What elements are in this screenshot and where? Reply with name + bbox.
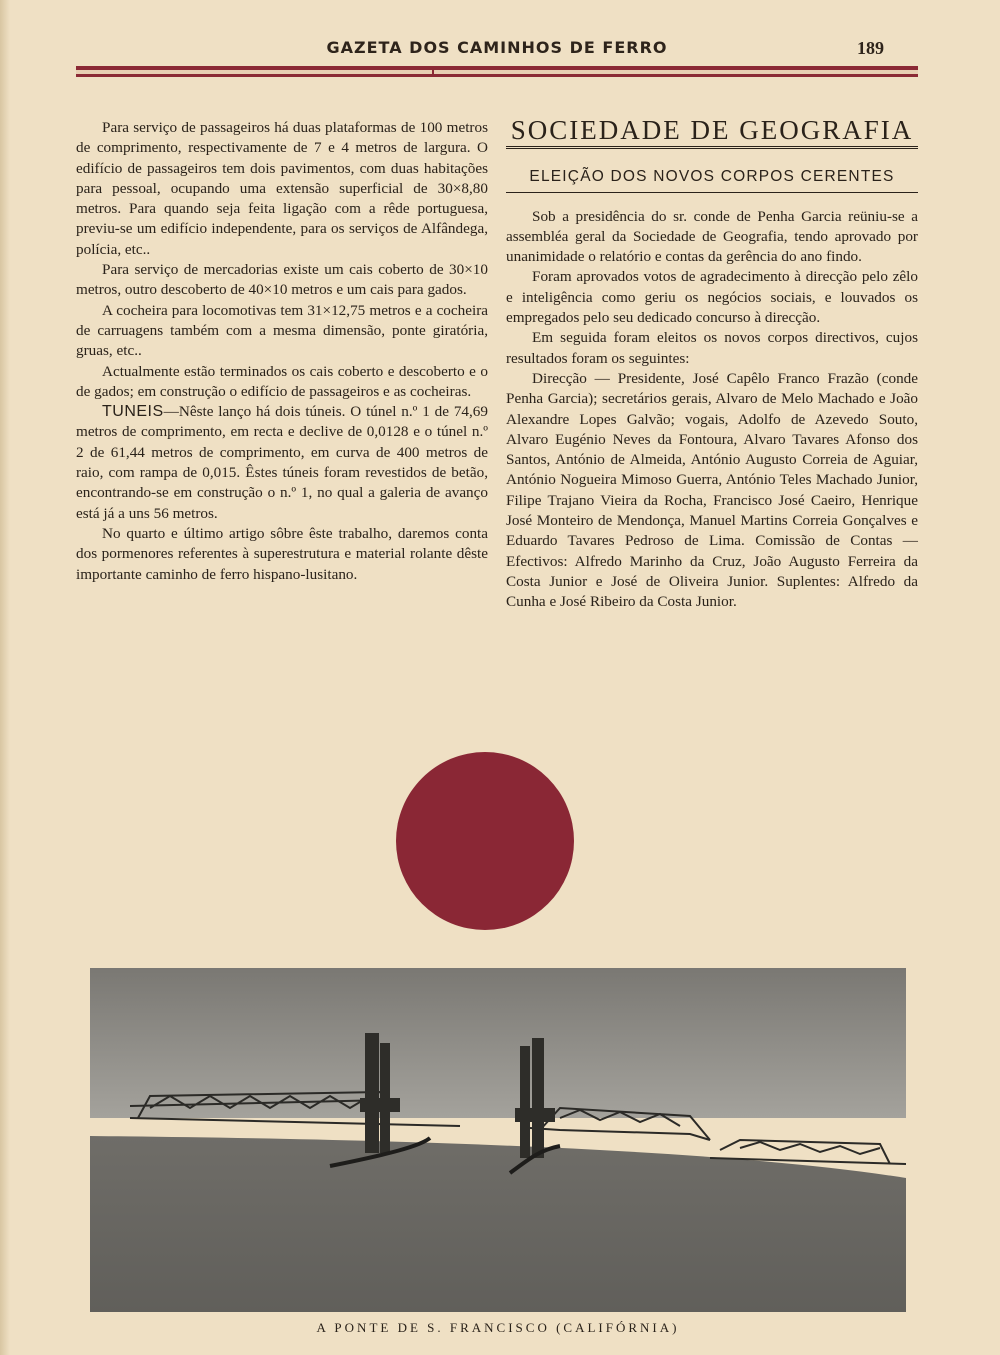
page-edge-shadow	[0, 0, 10, 1355]
paragraph: Sob a presidência do sr. conde de Penha Garcia reüniu-se a assembléa geral da Sociedade de Geografia, tendo aprovado por unanimidade o relatório e contas da gerência do ano findo.	[506, 207, 918, 266]
paragraph: A cocheira para locomotivas tem 31×12,75 metros e a cocheira de carruagens também com a mesma dimensão, ponte giratória, gruas, etc..	[76, 301, 488, 360]
paragraph: Direcção — Presidente, José Capêlo Franco Frazão (conde Penha Garcia); secretários gerais, Alvaro de Melo Machado e João Alexandre Lopes Galvão; vogais, Adolfo de Azevedo Souto, Alvaro Eugénio Neves da Fontoura, Alvaro Tavares Afonso dos Santos, António de Almeida, António Augusto Correia de Aguiar, António Nogueira Mimoso Guerra, António Teles Machado Junior, Filipe Trajano Vieira da Rocha, Francisco José Caeiro, Henrique José Monteiro de Mendonça, Manuel Martins Correia Gonçalves e Eduardo Tavares Pedroso de Lima. Comissão de Contas — Efectivos: Alfredo Marinho da Cruz, João Augusto Ferreira da Costa Junior e José de Oliveira Junior. Suplentes: Alfredo da Cunha e José Ribeiro da Costa Junior.	[506, 369, 918, 611]
red-circle-ornament	[396, 752, 574, 930]
paragraph: Actualmente estão terminados os cais coberto e descoberto e o de gados; em construção o edifício de passageiros e as cocheiras.	[76, 362, 488, 400]
paragraph: Foram aprovados votos de agradecimento à direcção pelo zêlo e inteligência como geriu os negócios sociais, e louvados os empregados pelo seu dedicado concurso à direcção.	[506, 268, 918, 327]
left-column	[76, 118, 488, 585]
article-subtitle: ELEIÇÃO DOS NOVOS CORPOS CERENTES	[506, 167, 918, 192]
publication-title: GAZETA DOS CAMINHOS DE FERRO	[326, 38, 668, 57]
running-header	[76, 38, 918, 62]
photo-caption: A PONTE DE S. FRANCISCO (CALIFÓRNIA)	[316, 1320, 680, 1335]
article-title: SOCIEDADE DE GEOGRAFIA	[506, 120, 918, 149]
paragraph: Para serviço de passageiros há duas plataformas de 100 metros de comprimento, respectivamente de 7 e 4 metros de largura. O edifício de passageiros tem dois pavimentos, com duas habitações para pessoal, ocupando uma extensão superficial de 30×8,80 metros. Para quando seja feita ligação com a rêde portuguesa, previu-se um edifício independente, para os serviços de Alfândega, polícia, etc..	[76, 119, 488, 258]
paragraph-tunnels	[76, 402, 488, 524]
tunnels-label: TUNEIS	[102, 403, 164, 421]
bridge-photo-illustration	[90, 968, 906, 1312]
paragraph: Para serviço de mercadorias existe um cais coberto de 30×10 metros, outro descoberto de 40×10 metros e um cais para gados.	[76, 261, 488, 299]
paragraph: Em seguida foram eleitos os novos corpos directivos, cujos resultados foram os seguintes:	[506, 329, 918, 367]
header-rule	[76, 66, 918, 77]
bridge-photo	[90, 968, 906, 1312]
page-number: 189	[857, 38, 884, 58]
right-column	[506, 115, 918, 613]
tunnels-text: —Nêste lanço há dois túneis. O túnel n.º 1 de 74,69 metros de comprimento, em recta e declive de 0,0128 e o túnel n.º 2 de 61,44 metros de comprimento, em curva de 400 metros de raio, com rampa de 0,015. Êstes túneis foram revestidos de betão, encontrando-se em construção o n.º 1, no qual a galeria de avanço está já a uns 56 metros.	[76, 403, 488, 522]
paragraph: No quarto e último artigo sôbre êste trabalho, daremos conta dos pormenores referentes à superestrutura e material rolante dêste importante caminho de ferro hispano-lusitano.	[76, 524, 488, 583]
